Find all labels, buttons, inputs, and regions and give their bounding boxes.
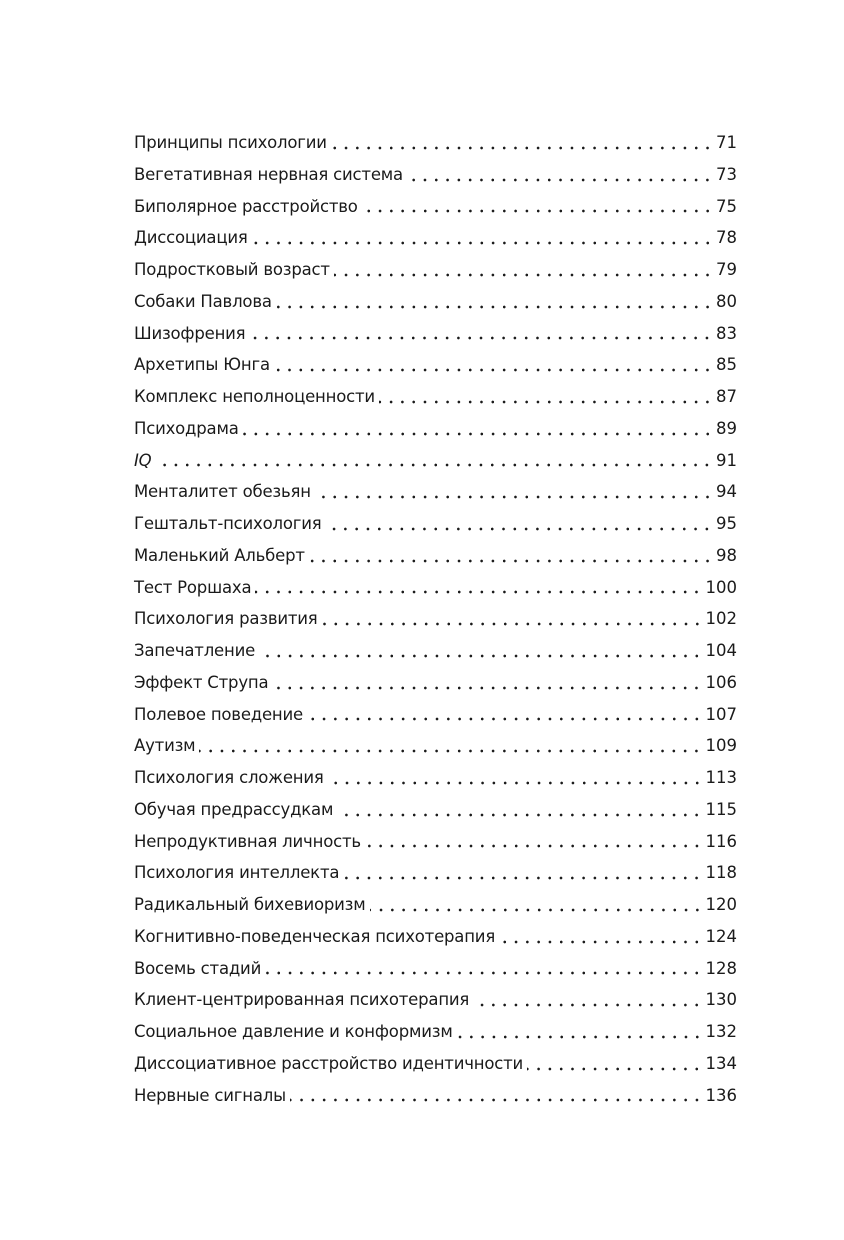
toc-entry bbox=[134, 984, 737, 1016]
dot-leader bbox=[362, 208, 713, 214]
dot-leader bbox=[274, 367, 713, 373]
dot-leader bbox=[309, 558, 713, 564]
toc-entry-title: Эффект Струпа bbox=[134, 672, 269, 692]
toc-entry-page-number: 100 bbox=[705, 577, 737, 597]
toc-entry-page-number: 87 bbox=[716, 387, 737, 406]
toc-entry-title: Шизофрения bbox=[134, 323, 246, 343]
toc-entry-page-number: 118 bbox=[705, 863, 737, 883]
toc-entry-page-number: 102 bbox=[705, 609, 737, 629]
dot-leader bbox=[370, 907, 703, 913]
toc-entry-title: Тест Роршаха bbox=[134, 577, 252, 597]
toc-entry-title: Аутизм bbox=[134, 736, 196, 756]
toc-entry bbox=[134, 762, 737, 794]
toc-entry-title: Принципы психологии bbox=[134, 133, 327, 152]
toc-entry bbox=[134, 254, 737, 286]
toc-entry-page-number: 89 bbox=[716, 418, 737, 438]
toc-entry bbox=[134, 826, 737, 858]
toc-entry bbox=[134, 572, 737, 604]
dot-leader bbox=[334, 272, 713, 278]
toc-entry bbox=[134, 699, 737, 731]
dot-leader bbox=[365, 843, 703, 849]
toc-entry-title: Гештальт-психология bbox=[134, 514, 322, 533]
dot-leader bbox=[322, 621, 703, 627]
toc-entry-title: Клиент-центрированная психотерапия bbox=[134, 990, 470, 1010]
toc-entry-title: Полевое поведение bbox=[134, 704, 303, 724]
toc-entry-page-number: 73 bbox=[716, 164, 737, 184]
toc-entry-page-number: 113 bbox=[705, 768, 737, 787]
toc-entry bbox=[134, 159, 737, 191]
toc-entry-title: Когнитивно-поведенческая психотерапия bbox=[134, 926, 496, 946]
toc-entry-page-number: 95 bbox=[716, 514, 737, 533]
dot-leader bbox=[325, 526, 713, 532]
dot-leader bbox=[315, 494, 713, 500]
toc-entry bbox=[134, 794, 737, 826]
toc-entry-page-number: 94 bbox=[716, 482, 737, 502]
dot-leader bbox=[328, 780, 703, 786]
toc-entry-title: Вегетативная нервная система bbox=[134, 164, 403, 184]
toc-entry-page-number: 136 bbox=[705, 1085, 737, 1105]
toc-entry-title: Непродуктивная личность bbox=[134, 831, 361, 851]
toc-entry bbox=[134, 857, 737, 889]
toc-entry-title: Радикальный бихевиоризм bbox=[134, 895, 366, 914]
toc-entry-page-number: 75 bbox=[716, 196, 737, 216]
toc-entry-page-number: 124 bbox=[705, 926, 737, 946]
dot-leader bbox=[379, 399, 713, 405]
toc-entry-page-number: 91 bbox=[716, 450, 737, 470]
toc-entry-page-number: 107 bbox=[705, 704, 737, 724]
dot-leader bbox=[199, 748, 702, 754]
dot-leader bbox=[276, 304, 713, 310]
dot-leader bbox=[407, 177, 713, 183]
dot-leader bbox=[457, 1034, 703, 1040]
dot-leader bbox=[527, 1066, 702, 1072]
toc-entry bbox=[134, 1048, 737, 1080]
toc-entry bbox=[134, 1016, 737, 1048]
dot-leader bbox=[255, 589, 702, 595]
toc-entry-page-number: 85 bbox=[716, 355, 737, 375]
toc-entry bbox=[134, 476, 737, 508]
dot-leader bbox=[337, 812, 702, 818]
toc-entry bbox=[134, 667, 737, 699]
toc-entry-title: Комплекс неполноценности bbox=[134, 387, 375, 406]
dot-leader bbox=[331, 145, 713, 151]
toc-entry bbox=[134, 921, 737, 953]
toc-entry-page-number: 128 bbox=[705, 958, 737, 978]
toc-entry-page-number: 71 bbox=[716, 133, 737, 152]
toc-entry bbox=[134, 508, 737, 540]
toc-entry-title: Социальное давление и конформизм bbox=[134, 1022, 453, 1041]
toc-entry bbox=[134, 953, 737, 985]
toc-entry-title: Психология сложения bbox=[134, 768, 324, 787]
toc-entry-title: Биполярное расстройство bbox=[134, 196, 358, 216]
toc-entry-page-number: 134 bbox=[705, 1053, 737, 1073]
toc-entry-page-number: 79 bbox=[716, 260, 737, 279]
dot-leader bbox=[249, 335, 713, 341]
toc-entry bbox=[134, 318, 737, 350]
dot-leader bbox=[307, 716, 703, 722]
toc-entry-page-number: 109 bbox=[705, 736, 737, 756]
dot-leader bbox=[155, 462, 713, 468]
toc-entry bbox=[134, 445, 737, 477]
toc-entry-page-number: 78 bbox=[716, 228, 737, 248]
toc-entry-title: Обучая предрассудкам bbox=[134, 799, 334, 819]
toc-entry bbox=[134, 222, 737, 254]
toc-entry-page-number: 83 bbox=[716, 323, 737, 343]
toc-entry-title: Маленький Альберт bbox=[134, 545, 305, 565]
toc-entry-title: IQ bbox=[134, 450, 152, 470]
dot-leader bbox=[243, 431, 713, 437]
dot-leader bbox=[343, 875, 702, 881]
toc-entry bbox=[134, 889, 737, 921]
toc-entry-title: Психология развития bbox=[134, 609, 318, 629]
toc-entry-title: Запечатление bbox=[134, 641, 256, 660]
toc-entry-title: Подростковый возраст bbox=[134, 260, 330, 279]
toc-entry bbox=[134, 381, 737, 413]
toc-entry-page-number: 116 bbox=[705, 831, 737, 851]
toc-entry-page-number: 120 bbox=[705, 895, 737, 914]
toc-entry-title: Диссоциативное расстройство идентичности bbox=[134, 1053, 524, 1073]
toc-entry-page-number: 106 bbox=[705, 672, 737, 692]
toc-entry-title: Собаки Павлова bbox=[134, 291, 272, 311]
toc-entry-page-number: 98 bbox=[716, 545, 737, 565]
toc-entry bbox=[134, 603, 737, 635]
toc-entry bbox=[134, 191, 737, 223]
toc-entry bbox=[134, 349, 737, 381]
dot-leader bbox=[272, 685, 702, 691]
toc-entry-title: Психодрама bbox=[134, 418, 239, 438]
toc-entry bbox=[134, 635, 737, 667]
toc-entry-title: Восемь стадий bbox=[134, 958, 262, 978]
toc-entry-title: Архетипы Юнга bbox=[134, 355, 270, 375]
toc-entry-page-number: 104 bbox=[705, 641, 737, 660]
toc-entry bbox=[134, 413, 737, 445]
toc-entry-title: Диссоциация bbox=[134, 228, 248, 248]
toc-entry-title: Нервные сигналы bbox=[134, 1085, 286, 1105]
toc-entry-title: Психология интеллекта bbox=[134, 863, 340, 883]
toc-entry-page-number: 115 bbox=[705, 799, 737, 819]
toc-entry bbox=[134, 127, 737, 159]
toc-entry bbox=[134, 730, 737, 762]
table-of-contents bbox=[134, 127, 737, 1111]
toc-entry-title: Менталитет обезьян bbox=[134, 482, 311, 502]
dot-leader bbox=[290, 1097, 703, 1103]
toc-entry-page-number: 130 bbox=[705, 990, 737, 1010]
toc-entry-page-number: 80 bbox=[716, 291, 737, 311]
toc-entry bbox=[134, 1080, 737, 1112]
dot-leader bbox=[473, 1002, 702, 1008]
toc-entry bbox=[134, 540, 737, 572]
dot-leader bbox=[259, 653, 702, 659]
dot-leader bbox=[265, 970, 702, 976]
toc-entry-page-number: 132 bbox=[705, 1022, 737, 1041]
toc-entry bbox=[134, 286, 737, 318]
dot-leader bbox=[252, 240, 713, 246]
dot-leader bbox=[499, 939, 702, 945]
